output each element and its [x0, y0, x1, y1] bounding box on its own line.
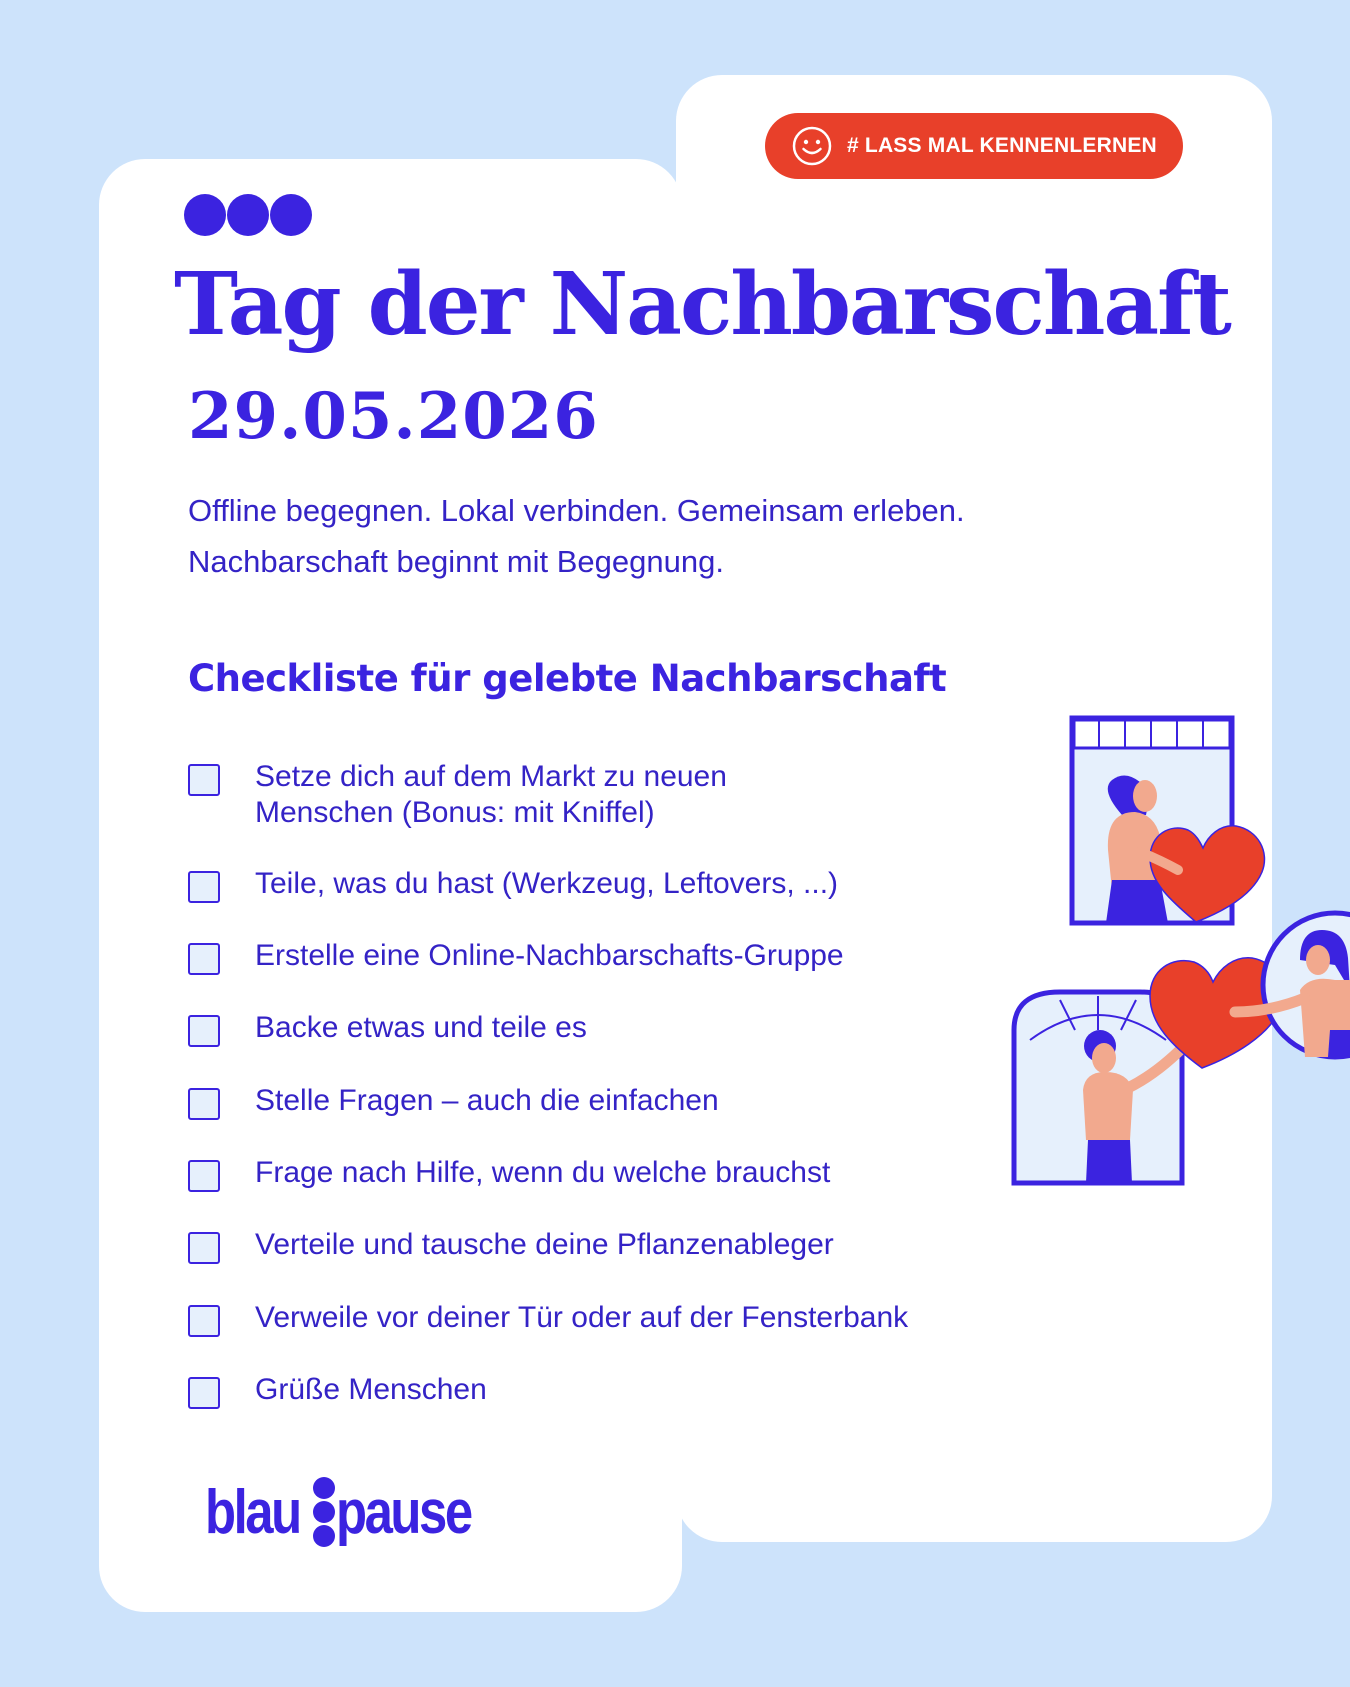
logo-dots-icon [312, 1476, 336, 1548]
checklist-item-label: Verteile und tausche deine Pflanzenableger [255, 1228, 834, 1261]
checklist-item[interactable] [188, 1010, 1088, 1050]
hashtag-badge [765, 113, 1183, 179]
checklist-item[interactable] [188, 938, 1088, 978]
checkbox[interactable] [188, 1305, 220, 1337]
checklist-item[interactable] [188, 1372, 1088, 1412]
checklist-item-label: Setze dich auf dem Markt zu neuen Menschen (Bonus: mit Kniffel) [255, 760, 727, 829]
checkbox[interactable] [188, 1088, 220, 1120]
top-window [1072, 718, 1264, 923]
subtitle-line: Nachbarschaft beginnt mit Begegnung. [188, 544, 724, 579]
checklist-item[interactable] [188, 866, 1088, 906]
three-dots-decoration [184, 193, 314, 237]
checklist-item[interactable] [188, 759, 1088, 835]
checklist-item[interactable] [188, 1300, 1088, 1340]
checklist-item[interactable] [188, 1155, 1088, 1195]
checkbox[interactable] [188, 871, 220, 903]
checkbox[interactable] [188, 764, 220, 796]
checkbox[interactable] [188, 1232, 220, 1264]
checklist-item-label: Backe etwas und teile es [255, 1011, 587, 1044]
checkbox[interactable] [188, 1160, 220, 1192]
subtitle [188, 485, 1108, 587]
checklist-item-label: Erstelle eine Online-Nachbarschafts-Gruppe [255, 939, 844, 972]
logo-text: pause [336, 1477, 472, 1547]
checklist-item-label: Teile, was du hast (Werkzeug, Leftovers, ...) [255, 867, 839, 900]
checkbox[interactable] [188, 1015, 220, 1047]
brand-logo [205, 1472, 501, 1552]
subtitle-line: Offline begegnen. Lokal verbinden. Gemeinsam erleben. [188, 493, 965, 528]
checklist-item-label: Stelle Fragen – auch die einfachen [255, 1084, 719, 1117]
neighbors-hearts-illustration [1000, 700, 1350, 1200]
event-date: 29.05.2026 [188, 379, 599, 454]
checklist-item[interactable] [188, 1227, 1088, 1267]
checklist-item-label: Verweile vor deiner Tür oder auf der Fensterbank [255, 1301, 909, 1334]
checkbox[interactable] [188, 1377, 220, 1409]
checklist-item-label: Grüße Menschen [255, 1373, 487, 1406]
checklist-item-label: Frage nach Hilfe, wenn du welche brauchst [255, 1156, 831, 1189]
checkbox[interactable] [188, 943, 220, 975]
checklist-item[interactable] [188, 1083, 1088, 1123]
logo-text: blau [205, 1477, 300, 1547]
smiley-icon [791, 125, 833, 167]
checklist-heading: Checkliste für gelebte Nachbarschaft [188, 657, 947, 700]
hashtag-text: # LASS MAL KENNENLERNEN [847, 134, 1157, 157]
page-title: Tag der Nachbarschaft [174, 254, 1230, 355]
